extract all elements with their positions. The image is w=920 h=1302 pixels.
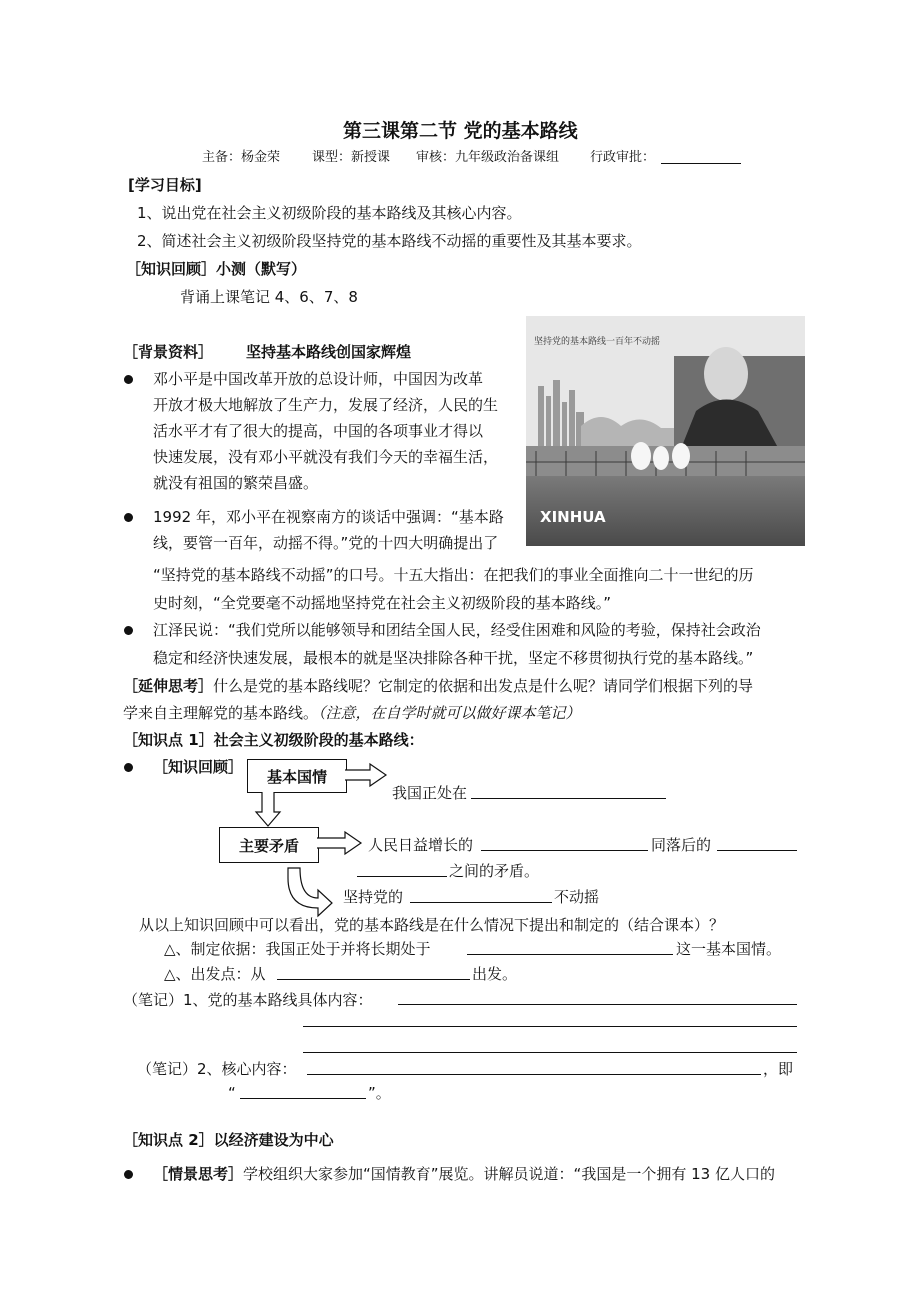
bg-b1-line3: 活水平才有了很大的提高，中国的各项事业才得以 bbox=[153, 422, 484, 440]
page-title: 第三课第二节 党的基本路线 bbox=[343, 120, 578, 142]
background-title: 坚持基本路线创国家辉煌 bbox=[246, 343, 412, 361]
blank-core-short[interactable] bbox=[240, 1098, 366, 1099]
blank-stage[interactable] bbox=[471, 798, 666, 799]
kp1-line4b: 不动摇 bbox=[554, 888, 600, 906]
kp1-note2: （笔记）2、核心内容： bbox=[137, 1060, 297, 1078]
goal-item-2: 2、简述社会主义初级阶段坚持党的基本路线不动摇的重要性及其基本要求。 bbox=[137, 232, 642, 250]
extend-note: （注意，在自学时就可以做好课本笔记） bbox=[318, 704, 581, 722]
goal-item-1: 1、说出党在社会主义初级阶段的基本路线及其核心内容。 bbox=[137, 204, 522, 222]
kp1-start-a: △、出发点：从 bbox=[164, 965, 266, 983]
quote-close: ”。 bbox=[368, 1084, 391, 1102]
extend-line1: 什么是党的基本路线呢？它制定的依据和出发点是什么呢？请同学们根据下列的导 bbox=[213, 677, 754, 695]
arrow-right-1-icon bbox=[345, 764, 386, 786]
kp1-line2b: 同落后的 bbox=[651, 836, 712, 854]
bg-b1-line2: 开放才极大地解放了生产力，发展了经济，人民的生 bbox=[153, 396, 499, 414]
blank-content-3[interactable] bbox=[303, 1052, 797, 1053]
goals-heading: [学习目标] bbox=[128, 176, 202, 194]
extend-label: ［延伸思考］ bbox=[123, 677, 214, 695]
bg-b3-line1: 江泽民说：“我们党所以能够领导和团结全国人民，经受住困难和风险的考验，保持社会政治 bbox=[153, 621, 761, 639]
bg-b1-line5: 就没有祖国的繁荣昌盛。 bbox=[153, 474, 319, 492]
meta-host: 主备：杨金荣 bbox=[202, 150, 281, 165]
box-basic-condition-label: 基本国情 bbox=[266, 767, 327, 786]
blank-backward-1[interactable] bbox=[717, 850, 797, 851]
kp1-line1: 我国正处在 bbox=[392, 784, 468, 802]
kp1-line4a: 坚持党的 bbox=[343, 888, 404, 906]
blank-line[interactable] bbox=[410, 902, 552, 903]
kp2-label: ［情景思考］ bbox=[153, 1165, 244, 1183]
bg-b1-line4: 快速发展，没有邓小平就没有我们今天的幸福生活， bbox=[153, 448, 499, 466]
kp2-row bbox=[153, 1161, 775, 1187]
kp2-heading: ［知识点 2］以经济建设为中心 bbox=[123, 1131, 334, 1149]
kp2-text: 学校组织大家参加“国情教育”展览。讲解员说道：“我国是一个拥有 13 亿人口的 bbox=[243, 1165, 775, 1183]
kp1-line3: 之间的矛盾。 bbox=[449, 862, 540, 880]
box-main-contradiction-label: 主要矛盾 bbox=[238, 836, 299, 855]
quote-open: “ bbox=[228, 1084, 236, 1102]
blank-basis[interactable] bbox=[467, 954, 673, 955]
bg-b2-line3: “坚持党的基本路线不动摇”的口号。十五大指出：在把我们的事业全面推向二十一世纪的历 bbox=[153, 566, 754, 584]
bg-b1-line1: 邓小平是中国改革开放的总设计师，中国因为改革 bbox=[153, 370, 484, 388]
kp1-start-b: 出发。 bbox=[472, 965, 518, 983]
kp1-note2-end: ，即 bbox=[763, 1060, 794, 1078]
kp1-basis-b: 这一基本国情。 bbox=[676, 940, 782, 958]
blank-core[interactable] bbox=[307, 1074, 761, 1075]
kp1-basis-a: △、制定依据：我国正处于并将长期处于 bbox=[164, 940, 431, 958]
blank-backward-2[interactable] bbox=[357, 876, 447, 877]
review-heading: ［知识回顾］小测（默写） bbox=[126, 260, 307, 278]
review-text: 背诵上课笔记 4、6、7、8 bbox=[180, 288, 358, 306]
arrow-curve-icon bbox=[288, 868, 332, 916]
bg-b2-line2: 线，要管一百年，动摇不得。”党的十四大明确提出了 bbox=[153, 534, 499, 552]
blank-needs[interactable] bbox=[481, 850, 648, 851]
bg-b2-line4: 史时刻，“全党要毫不动摇地坚持党在社会主义初级阶段的基本路线。” bbox=[153, 594, 612, 612]
kp1-note1: （笔记）1、党的基本路线具体内容： bbox=[123, 991, 373, 1009]
xinhua-watermark: XINHUA bbox=[540, 508, 606, 526]
blank-content-2[interactable] bbox=[303, 1026, 797, 1027]
meta-admin: 行政审批： bbox=[590, 150, 656, 165]
blank-content-1[interactable] bbox=[398, 1004, 797, 1005]
kp1-line2a: 人民日益增长的 bbox=[368, 836, 474, 854]
extend-line2: 学来自主理解党的基本路线。 bbox=[123, 704, 319, 722]
bullet-5 bbox=[124, 1170, 133, 1179]
bg-b2-line1: 1992 年，邓小平在视察南方的谈话中强调：“基本路 bbox=[153, 508, 504, 526]
arrow-down-icon bbox=[256, 792, 280, 826]
kp1-question: 从以上知识回顾中可以看出，党的基本路线是在什么情况下提出和制定的（结合课本）？ bbox=[139, 916, 725, 934]
bg-b3-line2: 稳定和经济快速发展，最根本的就是坚决排除各种干扰，坚定不移贯彻执行党的基本路线。” bbox=[153, 649, 754, 667]
blank-start[interactable] bbox=[277, 979, 470, 980]
meta-type: 课型：新授课 bbox=[312, 150, 391, 165]
kp1-heading: ［知识点 1］社会主义初级阶段的基本路线： bbox=[123, 731, 424, 749]
kp1-review-label: ［知识回顾］ bbox=[153, 758, 244, 776]
meta-review: 审核：九年级政治备课组 bbox=[416, 150, 560, 165]
background-label: ［背景资料］ bbox=[123, 343, 214, 361]
photo-caption: 坚持党的基本路线一百年不动摇 bbox=[534, 337, 661, 347]
arrow-right-2-icon bbox=[317, 832, 361, 854]
